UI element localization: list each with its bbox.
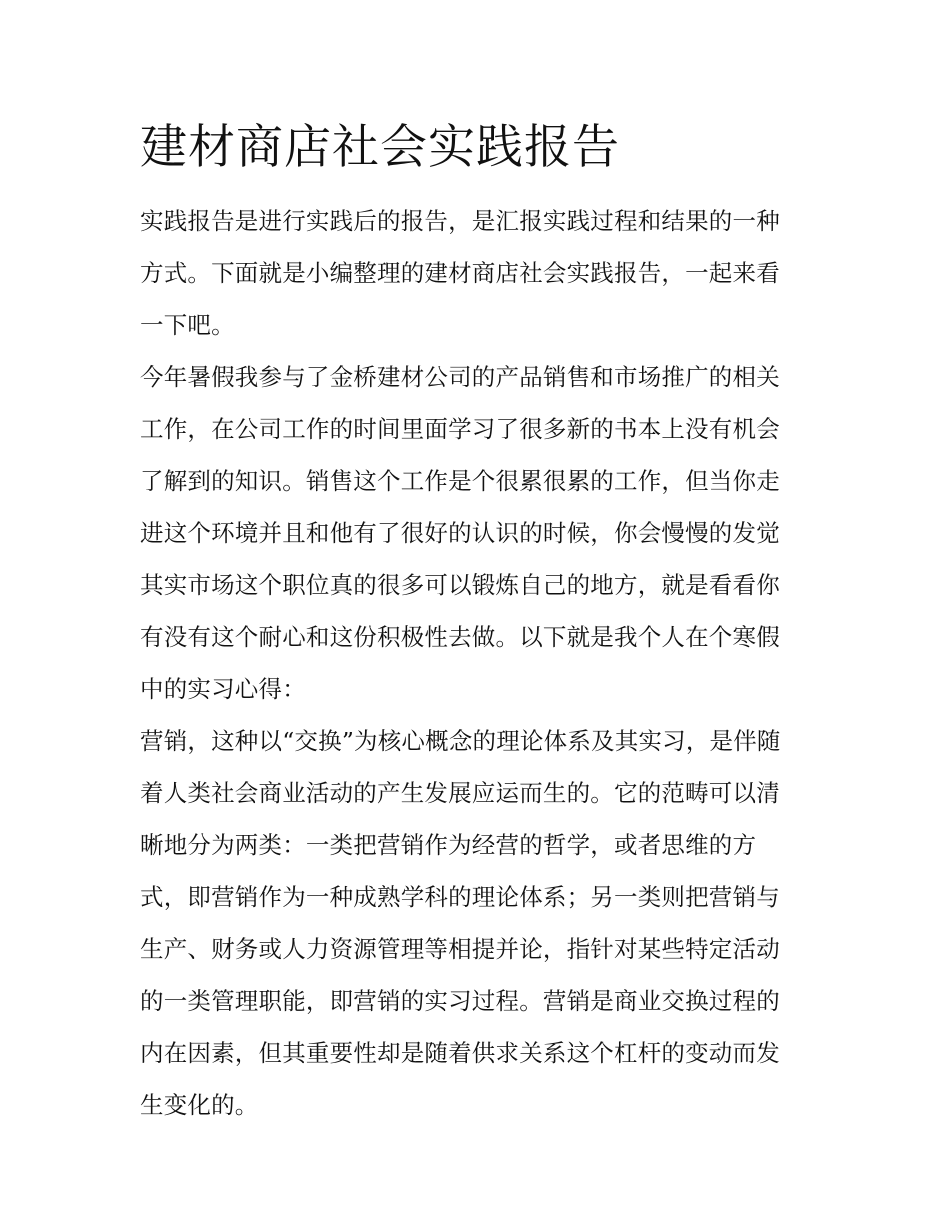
text-line: 方式。下面就是小编整理的建材商店社会实践报告，一起来看 <box>140 259 780 287</box>
text-line: 晰地分为两类：一类把营销作为经营的哲学，或者思维的方 <box>140 831 757 859</box>
text-line: 实践报告是进行实践后的报告，是汇报实践过程和结果的一种 <box>140 207 780 235</box>
text-line: 进这个环境并且和他有了很好的认识的时候，你会慢慢的发觉 <box>140 519 780 547</box>
paragraph-marketing <box>140 715 812 1131</box>
document-title: 建材商店社会实践报告 <box>140 120 620 175</box>
text-line: 了解到的知识。销售这个工作是个很累很累的工作，但当你走 <box>140 467 780 495</box>
text-line: 其实市场这个职位真的很多可以锻炼自己的地方，就是看看你 <box>140 571 780 599</box>
text-line: 营销，这种以“交换”为核心概念的理论体系及其实习，是伴随 <box>140 727 781 755</box>
text-line: 中的实习心得： <box>140 675 306 703</box>
text-line: 一下吧。 <box>140 311 235 339</box>
text-line: 着人类社会商业活动的产生发展应运而生的。它的范畴可以清 <box>140 779 780 807</box>
text-line: 内在因素，但其重要性却是随着供求关系这个杠杆的变动而发 <box>140 1039 780 1067</box>
paragraph-intro <box>140 195 812 351</box>
text-line: 生产、财务或人力资源管理等相提并论，指针对某些特定活动 <box>140 935 780 963</box>
text-line: 式，即营销作为一种成熟学科的理论体系；另一类则把营销与 <box>140 883 780 911</box>
document-body <box>140 195 812 1131</box>
text-line: 今年暑假我参与了金桥建材公司的产品销售和市场推广的相关 <box>140 363 780 391</box>
text-line: 工作，在公司工作的时间里面学习了很多新的书本上没有机会 <box>140 415 780 443</box>
text-line: 的一类管理职能，即营销的实习过程。营销是商业交换过程的 <box>140 987 780 1015</box>
paragraph-summer-work <box>140 351 812 715</box>
text-line: 生变化的。 <box>140 1091 259 1119</box>
text-line: 有没有这个耐心和这份积极性去做。以下就是我个人在个寒假 <box>140 623 780 651</box>
